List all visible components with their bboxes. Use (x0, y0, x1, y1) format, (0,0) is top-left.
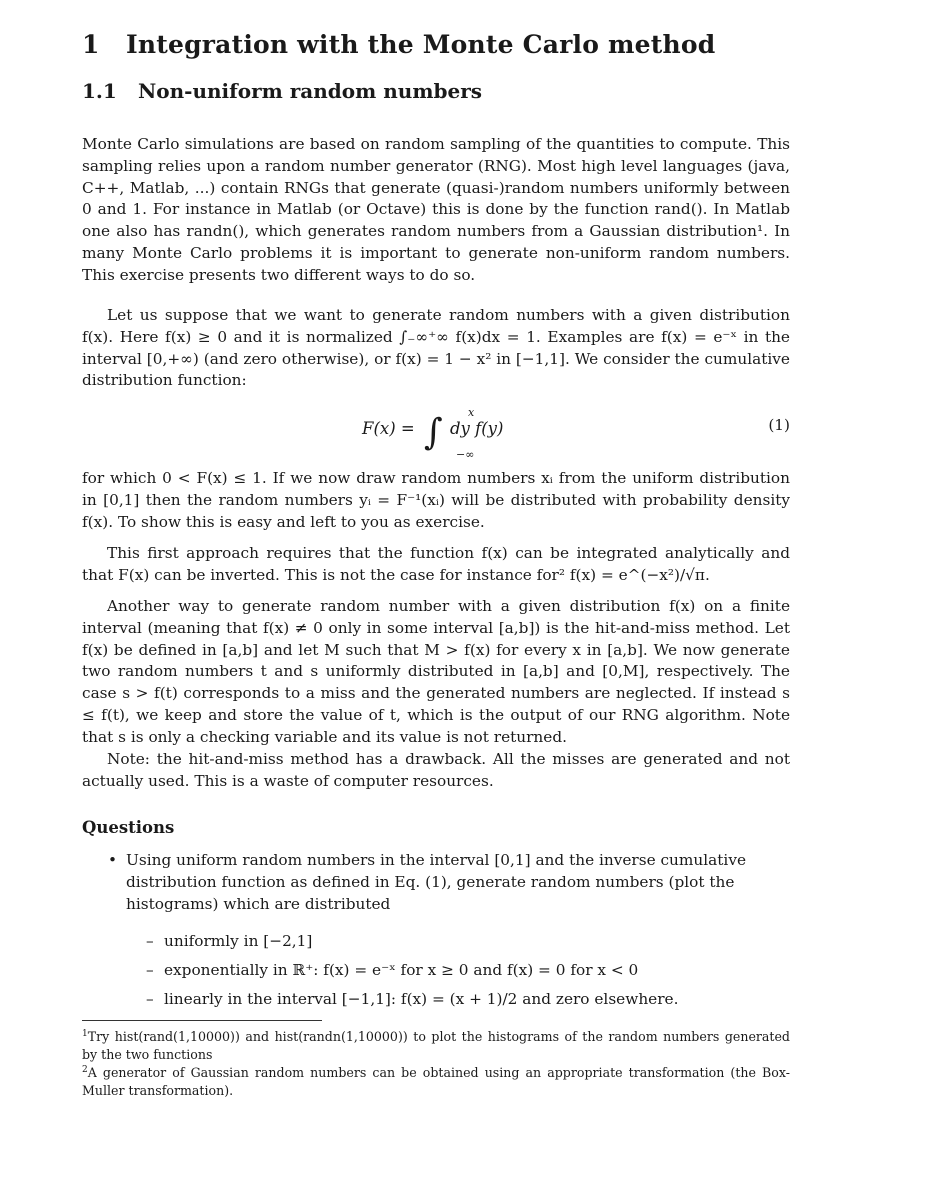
subitem-text: exponentially in ℝ⁺: f(x) = e⁻ˣ for x ≥ 0 and f(x) = 0 for x < 0 (164, 961, 639, 979)
equation-1 (82, 404, 790, 466)
footnote-mark: 2 (82, 1065, 88, 1075)
integral-upper-limit: x (468, 406, 475, 419)
paragraph-hit-and-miss: Another way to generate random number with a given distribution f(x) on a finite interval (meaning that f(x) ≠ 0 only in some interval [a,b]) is the hit-and-miss method. Let f(x) be defined in [a,b] and let M such that M > f(x) for every x in [a,b]. We now generate two random numbers t and s uniformly distributed in [a,b] and [0,M], respectively. The case s > f(t) corresponds to a miss and the generated numbers are neglected. If instead s ≤ f(t), we keep and store the value of t, which is the output of our RNG algorithm. Note that s is only a checking variable and its value is not returned. (82, 597, 790, 746)
section-number: 1 (82, 30, 100, 59)
paragraph-distribution: Let us suppose that we want to generate random numbers with a given distribution f(x). Here f(x) ≥ 0 and it is normalized ∫₋∞⁺∞ f(x)dx = 1. Examples are f(x) = e⁻ˣ in the interval [0,+∞) (and zero otherwise), or f(x) = 1 − x² in [−1,1]. We consider the cumulative distribution function: (82, 306, 790, 390)
question-subitem (146, 961, 638, 979)
subitem-text: uniformly in [−2,1] (164, 932, 313, 950)
equation-number: (1) (768, 416, 790, 434)
footnote-1 (82, 1026, 790, 1063)
equation-integrand: dy f(y) (449, 419, 504, 438)
subitem-text: linearly in the interval [−1,1]: f(x) = (x + 1)/2 and zero elsewhere. (164, 990, 679, 1008)
bullet-dot-icon: • (108, 851, 118, 869)
dash-icon: – (146, 932, 154, 950)
footnote-text: Try hist(rand(1,10000)) and hist(randn(1,10000)) to plot the histograms of the random numbers generated by the two functions (82, 1029, 790, 1062)
footnote-2 (82, 1062, 790, 1099)
footnote-mark: 1 (82, 1029, 88, 1039)
question-subitem (146, 932, 312, 950)
dash-icon: – (146, 990, 154, 1008)
paragraph-inverse: for which 0 < F(x) ≤ 1. If we now draw random numbers xᵢ from the uniform distribution in [0,1] then the random numbers yᵢ = F⁻¹(xᵢ) will be distributed with probability density f(x). To show this is easy and left to you as exercise. (82, 469, 790, 531)
subsection-heading (82, 79, 482, 103)
footnote-rule (82, 1020, 322, 1021)
equation-lhs: F(x) = (362, 419, 415, 438)
integral-sign: ∫ (423, 412, 443, 453)
dash-icon: – (146, 961, 154, 979)
equation-body (362, 406, 504, 461)
paragraph-intro: Monte Carlo simulations are based on random sampling of the quantities to compute. This sampling relies upon a random number generator (RNG). Most high level languages (java, C++, Matlab, ...) contain RNGs that generate (quasi-)random numbers uniformly between 0 and 1. For instance in Matlab (or Octave) this is done by the function rand(). In Matlab one also has randn(), which generates random numbers from a Gaussian distribution¹. In many Monte Carlo problems it is important to generate non-uniform random numbers. This exercise presents two different ways to do so. (82, 135, 790, 284)
question-subitem (146, 990, 678, 1008)
section-heading (82, 30, 715, 59)
integral-lower-limit: −∞ (456, 448, 475, 461)
paragraph-note: Note: the hit-and-miss method has a drawback. All the misses are generated and not actually used. This is a waste of computer resources. (82, 750, 790, 790)
footnote-text: A generator of Gaussian random numbers can be obtained using an appropriate transformation (the Box-Muller transformation). (82, 1065, 790, 1098)
paragraph-first-approach: This first approach requires that the function f(x) can be integrated analytically and that F(x) can be inverted. This is not the case for instance for² f(x) = e^(−x²)/√π. (82, 544, 790, 584)
section-title: Integration with the Monte Carlo method (126, 30, 716, 59)
questions-heading: Questions (82, 818, 175, 837)
subsection-number: 1.1 (82, 79, 117, 103)
question-text: Using uniform random numbers in the interval [0,1] and the inverse cumulative distribution function as defined in Eq. (1), generate random numbers (plot the histograms) which are distributed (126, 851, 747, 913)
subsection-title: Non-uniform random numbers (138, 79, 482, 103)
